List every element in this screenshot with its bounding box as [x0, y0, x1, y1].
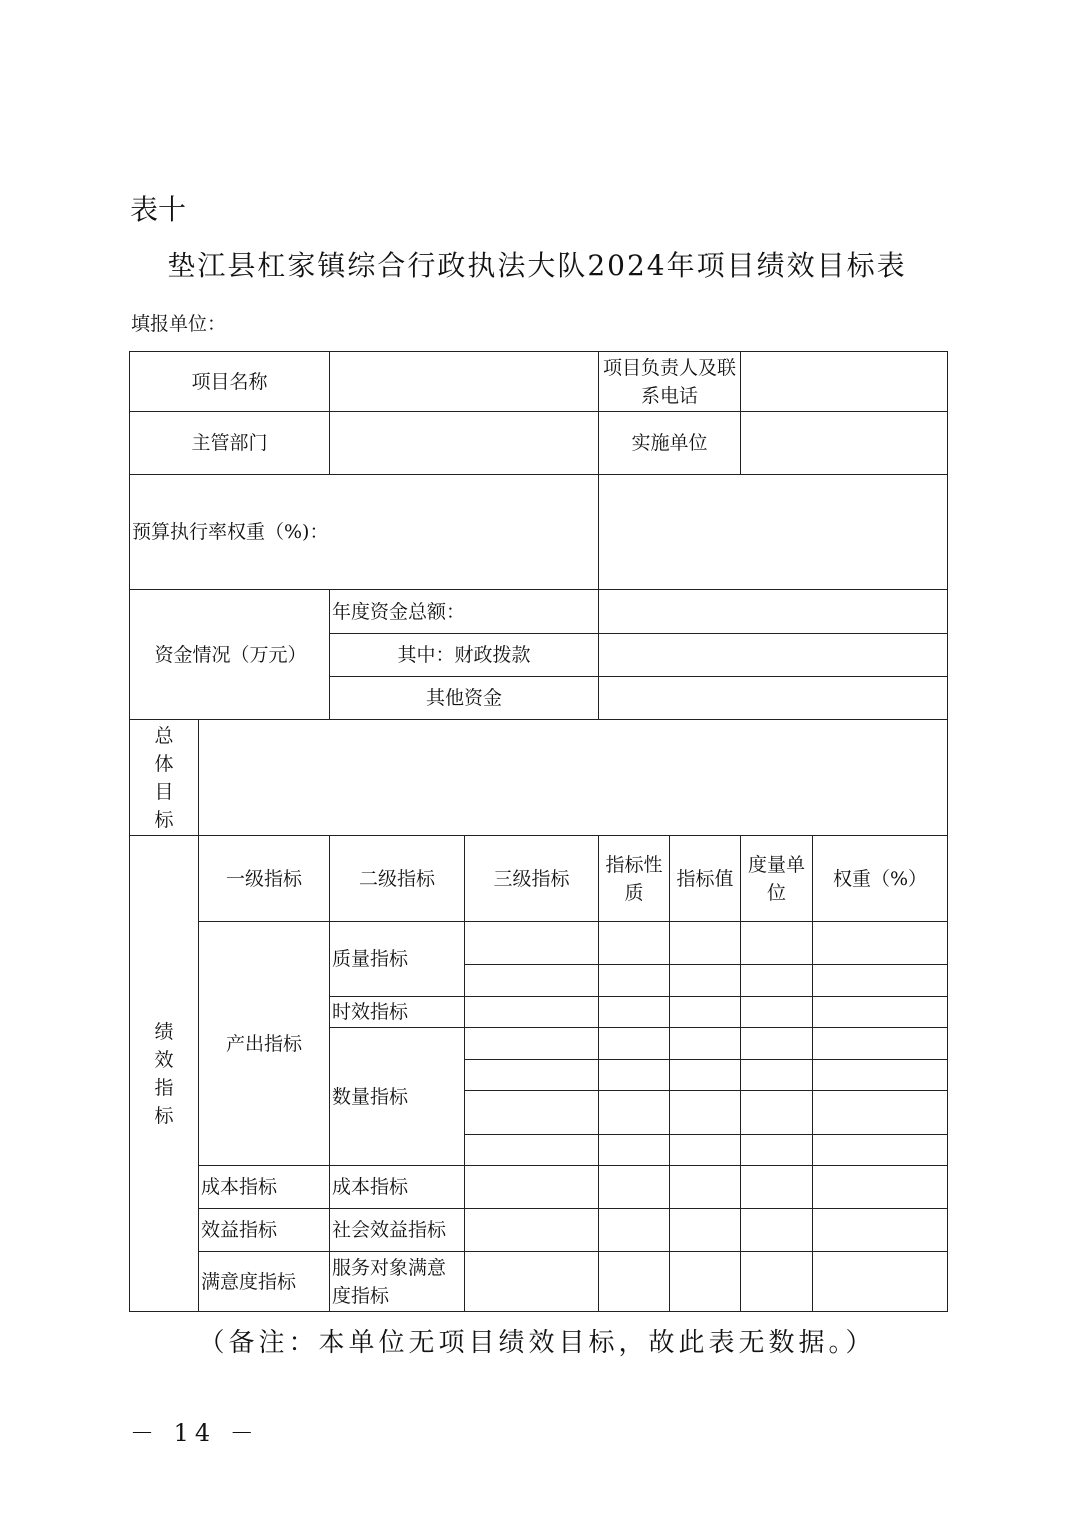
table-cell	[670, 1091, 741, 1135]
funds-label: 资金情况（万元）	[130, 590, 330, 720]
page-title: 垫江县杠家镇综合行政执法大队2024年项目绩效目标表	[167, 249, 907, 282]
benefit-indicator-l1: 效益指标	[199, 1209, 330, 1252]
budget-rate-value	[599, 475, 948, 590]
header-value: 指标值	[670, 836, 741, 922]
table-cell	[670, 1135, 741, 1166]
fiscal-funds-label: 其中：财政拨款	[330, 634, 599, 677]
table-cell	[741, 1060, 813, 1091]
table-cell	[465, 1252, 599, 1312]
table-cell	[741, 1209, 813, 1252]
table-cell	[670, 1252, 741, 1312]
header-nature: 指标性质	[599, 836, 670, 922]
table-cell	[741, 965, 813, 997]
table-cell	[741, 1091, 813, 1135]
table-cell	[813, 1091, 948, 1135]
table-cell	[465, 922, 599, 965]
table-cell	[465, 1091, 599, 1135]
table-cell	[599, 1209, 670, 1252]
header-level3: 三级指标	[465, 836, 599, 922]
table-cell	[741, 997, 813, 1028]
table-cell	[465, 1166, 599, 1209]
cost-indicator-l1: 成本指标	[199, 1166, 330, 1209]
table-cell	[599, 997, 670, 1028]
budget-rate-label: 预算执行率权重（%)：	[130, 475, 599, 590]
table-cell	[599, 1060, 670, 1091]
table-cell	[465, 965, 599, 997]
satisfaction-indicator-l2: 服务对象满意度指标	[330, 1252, 465, 1312]
annual-total-label: 年度资金总额：	[330, 590, 599, 634]
table-label: 表十	[130, 193, 187, 226]
page-number: － 14 －	[130, 1419, 260, 1447]
footnote: （备注：本单位无项目绩效目标，故此表无数据。）	[198, 1328, 876, 1358]
table-cell	[813, 965, 948, 997]
header-weight: 权重（%）	[813, 836, 948, 922]
table-cell	[599, 1135, 670, 1166]
project-lead-value	[741, 352, 948, 412]
table-cell	[599, 922, 670, 965]
supervisor-value	[330, 412, 599, 475]
header-level2: 二级指标	[330, 836, 465, 922]
satisfaction-indicator-l1: 满意度指标	[199, 1252, 330, 1312]
fiscal-funds-value	[599, 634, 948, 677]
table-cell	[670, 1028, 741, 1060]
overall-goal-label: 总体目标	[130, 720, 199, 836]
table-cell	[465, 1135, 599, 1166]
benefit-indicator-l2: 社会效益指标	[330, 1209, 465, 1252]
other-funds-label: 其他资金	[330, 677, 599, 720]
table-cell	[741, 922, 813, 965]
quality-indicator-label: 质量指标	[330, 922, 465, 997]
header-level1: 一级指标	[199, 836, 330, 922]
table-cell	[813, 1028, 948, 1060]
table-cell	[813, 1135, 948, 1166]
table-cell	[670, 1060, 741, 1091]
performance-label: 绩效指标	[130, 836, 199, 1312]
output-indicator-label: 产出指标	[199, 922, 330, 1166]
overall-goal-value	[199, 720, 948, 836]
project-name-value	[330, 352, 599, 412]
table-cell	[670, 922, 741, 965]
table-cell	[599, 965, 670, 997]
timeliness-indicator-label: 时效指标	[330, 997, 465, 1028]
table-cell	[741, 1166, 813, 1209]
table-cell	[599, 1166, 670, 1209]
table-cell	[813, 1060, 948, 1091]
table-cell	[813, 1209, 948, 1252]
table-cell	[741, 1252, 813, 1312]
table-cell	[465, 1209, 599, 1252]
table-cell	[670, 997, 741, 1028]
table-cell	[741, 1028, 813, 1060]
table-cell	[465, 997, 599, 1028]
table-cell	[465, 1060, 599, 1091]
table-cell	[599, 1252, 670, 1312]
table-cell	[670, 965, 741, 997]
table-cell	[813, 997, 948, 1028]
header-unit: 度量单位	[741, 836, 813, 922]
table-cell	[599, 1091, 670, 1135]
table-cell	[741, 1135, 813, 1166]
filler-unit-label: 填报单位：	[131, 313, 227, 335]
quantity-indicator-label: 数量指标	[330, 1028, 465, 1166]
table-cell	[670, 1166, 741, 1209]
implementer-value	[741, 412, 948, 475]
table-cell	[670, 1209, 741, 1252]
cost-indicator-l2: 成本指标	[330, 1166, 465, 1209]
performance-target-table	[129, 351, 948, 1312]
table-cell	[813, 1166, 948, 1209]
project-lead-label: 项目负责人及联系电话	[599, 352, 741, 412]
table-cell	[599, 1028, 670, 1060]
table-cell	[813, 922, 948, 965]
table-cell	[465, 1028, 599, 1060]
table-cell	[813, 1252, 948, 1312]
project-name-label: 项目名称	[130, 352, 330, 412]
other-funds-value	[599, 677, 948, 720]
annual-total-value	[599, 590, 948, 634]
implementer-label: 实施单位	[599, 412, 741, 475]
supervisor-label: 主管部门	[130, 412, 330, 475]
